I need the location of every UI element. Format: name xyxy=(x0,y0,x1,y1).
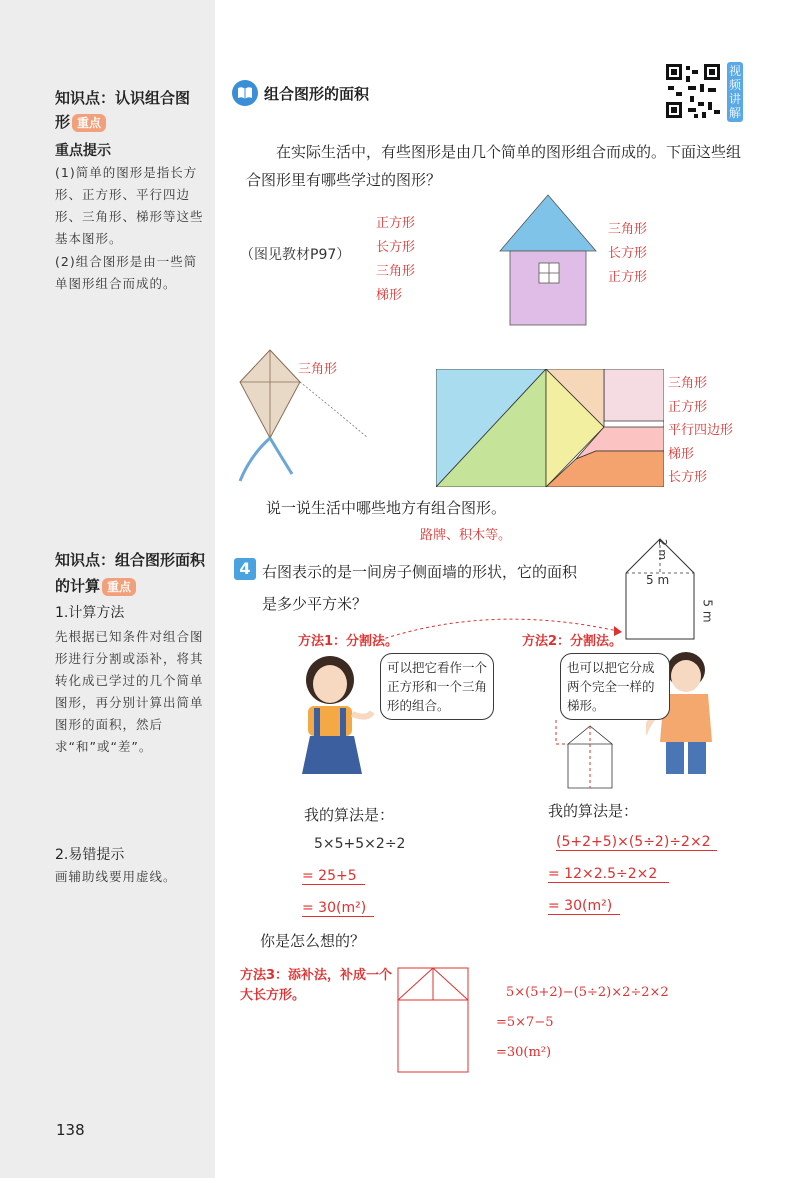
method3-figure xyxy=(394,964,474,1076)
calc1-line3 xyxy=(302,900,374,916)
kp2-text1: 先根据已知条件对组合图形进行分割或添补，将其转化成已学过的几个简单图形，再分别计算出简单图形的面积，然后求“和”或“差”。 xyxy=(55,629,204,754)
calc3-line: =5×7−5 xyxy=(496,1015,554,1030)
kp1-sub: 重点提示 xyxy=(55,143,111,159)
calc1-line2-text: = 25+5 xyxy=(302,868,365,885)
method2-label: 方法2：分割法。 xyxy=(522,634,623,649)
video-lesson-label[interactable]: 视频讲解 xyxy=(728,64,741,120)
kp2-badge: 重点 xyxy=(102,578,136,596)
tangram-answer: 长方形 xyxy=(668,470,708,485)
kp1-text1: (1)简单的图形是指长方形、正方形、平行四边形、三角形、梯形等这些基本图形。 xyxy=(55,165,204,246)
ref-answer: 三角形 xyxy=(376,264,416,279)
think-prompt: 你是怎么想的？ xyxy=(260,932,366,950)
method2-figure xyxy=(554,718,646,790)
kp2-title-line2: 的计算 重点 xyxy=(55,574,215,598)
discussion-prompt: 说一说生活中哪些地方有组合图形。 xyxy=(266,499,507,517)
house-answer: 三角形 xyxy=(608,222,648,237)
problem-number-badge: 4 xyxy=(234,558,256,580)
calc3-line: =30(m²) xyxy=(496,1045,552,1060)
tangram-answers xyxy=(668,372,733,490)
girl-illustration xyxy=(286,650,378,776)
kp2-sub2: 2.易错提示 xyxy=(55,847,125,863)
page-number: 138 xyxy=(56,1121,85,1139)
calc1-line1: 5×5+5×2÷2 xyxy=(314,836,406,852)
boy-speech-bubble: 也可以把它分成两个完全一样的梯形。 xyxy=(560,653,670,720)
house-figure xyxy=(498,193,598,327)
ref-answer: 梯形 xyxy=(376,288,403,303)
connector-arrow xyxy=(370,606,630,646)
kp2-text2: 画辅助线要用虚线。 xyxy=(55,869,177,884)
kp1-title-line2: 形 重点 xyxy=(55,110,215,134)
method1-label: 方法1：分割法。 xyxy=(298,634,399,649)
dim-width-label: 5 m xyxy=(646,573,670,587)
kp2-title: 知识点：组合图形面积 xyxy=(55,551,206,569)
calc2-line3: = 30(m²) xyxy=(548,898,620,915)
ref-answer: 正方形 xyxy=(376,216,416,231)
my-calc-label-1: 我的算法是： xyxy=(304,806,395,824)
tangram-figure xyxy=(436,369,664,487)
kp1-badge: 重点 xyxy=(72,114,106,132)
calc2-line1: (5+2+5)×(5÷2)÷2×2 xyxy=(556,834,717,851)
tangram-answer: 正方形 xyxy=(668,399,708,415)
dim-height-label: 5 m xyxy=(700,599,715,623)
intro-paragraph: 在实际生活中，有些图形是由几个简单的图形组合而成的。下面这些组合图形里有哪些学过的图形？ xyxy=(246,143,742,189)
qr-code-icon[interactable] xyxy=(664,62,722,120)
section-title: 组合图形的面积 xyxy=(264,85,370,103)
tangram-answer: 梯形 xyxy=(668,446,695,462)
calc3-line: 5×(5+2)−(5÷2)×2÷2×2 xyxy=(506,985,669,1000)
discussion-answer: 路牌、积木等。 xyxy=(420,528,512,543)
problem-question-line1: 右图表示的是一间房子侧面墙的形状，它的面积 xyxy=(262,563,578,581)
house-answers xyxy=(608,218,647,290)
kp1-text2: (2)组合图形是由一些简单图形组合而成的。 xyxy=(55,254,198,291)
my-calc-label-2: 我的算法是： xyxy=(548,802,639,820)
kp1-title: 知识点：认识组合图 xyxy=(55,89,191,107)
tangram-answer: 三角形 xyxy=(668,376,708,391)
book-icon xyxy=(232,80,258,106)
calc1-line3-text: = 30(m²) xyxy=(302,900,374,917)
problem-question-line2: 是多少平方米？ xyxy=(262,595,368,613)
textbook-reference: （图见教材P97） xyxy=(240,247,351,263)
tangram-answer: 平行四边形 xyxy=(668,423,734,438)
calc2-line2: = 12×2.5÷2×2 xyxy=(548,866,669,883)
girl-speech-bubble: 可以把它看作一个正方形和一个三角形的组合。 xyxy=(380,653,494,720)
kite-answer: 三角形 xyxy=(298,362,338,377)
ref-answers xyxy=(376,212,415,308)
calc1-line2 xyxy=(302,868,365,884)
ref-answer: 长方形 xyxy=(376,240,416,255)
calc3 xyxy=(496,978,669,1068)
house-answer: 长方形 xyxy=(608,246,648,261)
house-answer: 正方形 xyxy=(608,270,648,285)
wall-shape-diagram xyxy=(620,535,720,645)
kp2-sub1: 1.计算方法 xyxy=(55,605,125,621)
dim-top-label: 2 m xyxy=(656,538,670,561)
method3-label: 方法3：添补法，补成一个大长方形。 xyxy=(240,968,393,1003)
